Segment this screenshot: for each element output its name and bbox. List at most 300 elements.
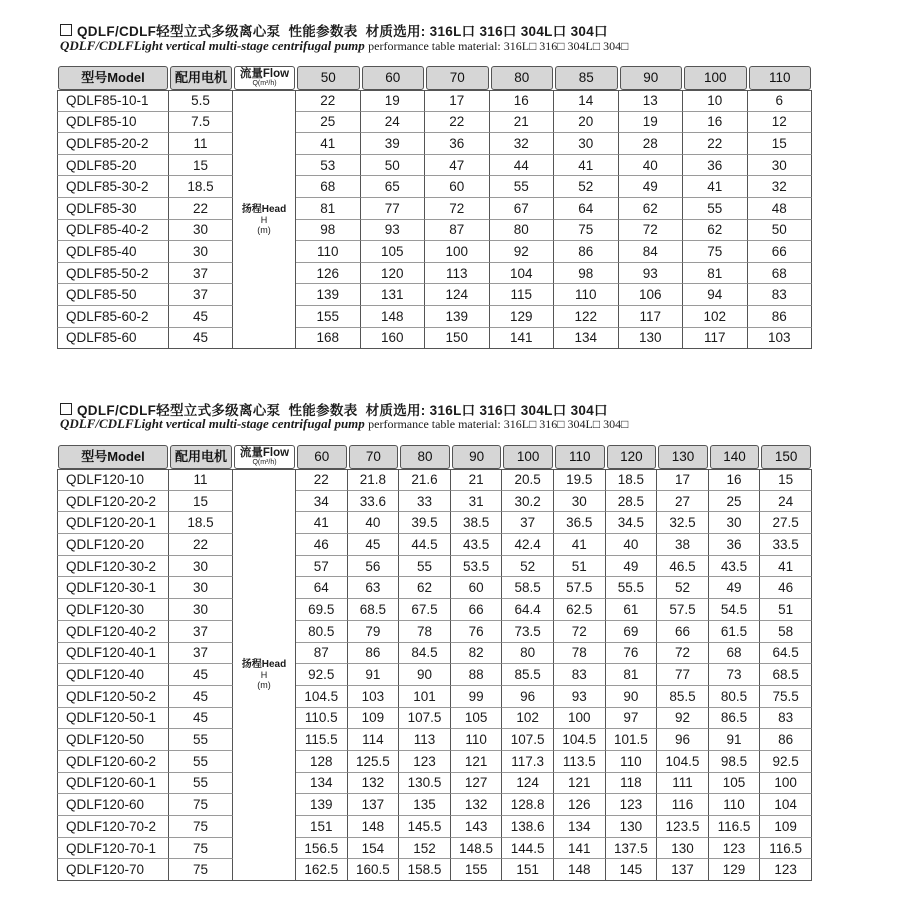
flow-value: 100	[684, 66, 747, 90]
model-cell: QDLF120-30	[57, 599, 169, 621]
head-value-cell: 69.5	[296, 599, 348, 621]
head-value-cell: 156.5	[296, 838, 348, 860]
motor-cell: 30	[169, 220, 233, 242]
header-model-label: 型号Model	[58, 445, 168, 469]
header-flow-unit: Q(m³/h)	[252, 80, 277, 87]
head-value-cell: 84	[619, 241, 684, 263]
table2-title-material: 材质选用: 316L口 316口 304L口 304口	[365, 403, 608, 418]
head-value-cell: 67	[490, 198, 555, 220]
head-value-cell: 27.5	[760, 512, 812, 534]
header-flow-value	[619, 66, 684, 90]
head-value-cell: 66	[451, 599, 503, 621]
model-cell: QDLF120-20-2	[57, 491, 169, 513]
head-value-cell: 126	[554, 794, 606, 816]
header-flow-value	[683, 66, 748, 90]
head-value-cell: 20.5	[502, 469, 554, 491]
model-cell: QDLF120-70-1	[57, 838, 169, 860]
head-value-cell: 102	[502, 708, 554, 730]
head-value-cell: 98.5	[709, 751, 761, 773]
flow-value: 110	[555, 445, 605, 469]
header-motor-label: 配用电机	[170, 445, 232, 469]
motor-cell: 30	[169, 241, 233, 263]
head-value-cell: 25	[296, 112, 361, 134]
head-value-cell: 126	[296, 263, 361, 285]
table-row	[57, 284, 812, 306]
head-value-cell: 46	[296, 534, 348, 556]
model-cell: QDLF85-60-2	[57, 306, 169, 328]
head-value-cell: 148	[554, 859, 606, 881]
head-value-cell: 113	[425, 263, 490, 285]
head-value-cell: 44	[490, 155, 555, 177]
head-value-cell: 168	[296, 328, 361, 350]
header-flow-value	[502, 445, 554, 469]
table-row	[57, 263, 812, 285]
head-value-cell: 22	[296, 469, 348, 491]
head-value-cell: 27	[657, 491, 709, 513]
head-value-cell: 93	[619, 263, 684, 285]
head-value-cell: 117.3	[502, 751, 554, 773]
head-value-cell: 90	[399, 664, 451, 686]
head-value-cell: 114	[348, 729, 400, 751]
head-value-cell: 122	[554, 306, 619, 328]
head-value-cell: 19	[361, 90, 426, 112]
head-label-cell	[233, 469, 296, 881]
flow-value: 110	[749, 66, 812, 90]
head-value-cell: 100	[425, 241, 490, 263]
performance-table-1	[57, 66, 812, 349]
head-value-cell: 33.6	[348, 491, 400, 513]
head-value-cell: 109	[760, 816, 812, 838]
head-value-cell: 131	[361, 284, 426, 306]
head-value-cell: 154	[348, 838, 400, 860]
header-flow-box	[234, 66, 295, 90]
head-value-cell: 47	[425, 155, 490, 177]
head-value-cell: 84.5	[399, 643, 451, 665]
header-flow-value	[296, 445, 348, 469]
table-row	[57, 664, 812, 686]
head-value-cell: 92	[490, 241, 555, 263]
head-value-cell: 13	[619, 90, 684, 112]
flow-value: 70	[426, 66, 489, 90]
head-value-cell: 64	[296, 577, 348, 599]
head-value-cell: 104	[490, 263, 555, 285]
head-value-cell: 148	[361, 306, 426, 328]
model-cell: QDLF85-30	[57, 198, 169, 220]
head-value-cell: 39	[361, 133, 426, 155]
model-cell: QDLF85-20	[57, 155, 169, 177]
motor-cell: 55	[169, 751, 233, 773]
head-value-cell: 110.5	[296, 708, 348, 730]
table2-title-cn: QDLF/CDLF轻型立式多级离心泵	[77, 403, 281, 418]
head-value-cell: 93	[361, 220, 426, 242]
head-value-cell: 134	[296, 773, 348, 795]
motor-cell: 30	[169, 577, 233, 599]
head-value-cell: 98	[554, 263, 619, 285]
motor-cell: 45	[169, 306, 233, 328]
head-value-cell: 22	[425, 112, 490, 134]
head-value-cell: 58	[760, 621, 812, 643]
model-cell: QDLF85-40-2	[57, 220, 169, 242]
head-value-cell: 160.5	[348, 859, 400, 881]
head-value-cell: 41	[554, 534, 606, 556]
head-value-cell: 87	[425, 220, 490, 242]
head-value-cell: 93	[554, 686, 606, 708]
model-cell: QDLF120-40-2	[57, 621, 169, 643]
head-value-cell: 40	[348, 512, 400, 534]
flow-value: 90	[620, 66, 683, 90]
head-value-cell: 124	[502, 773, 554, 795]
head-value-cell: 117	[619, 306, 684, 328]
head-value-cell: 81	[683, 263, 748, 285]
head-value-cell: 101	[399, 686, 451, 708]
header-flow-value	[554, 66, 619, 90]
table-row	[57, 112, 812, 134]
flow-value: 100	[503, 445, 553, 469]
head-value-cell: 158.5	[399, 859, 451, 881]
table-row	[57, 599, 812, 621]
head-value-cell: 41	[296, 133, 361, 155]
head-value-cell: 46.5	[657, 556, 709, 578]
head-value-cell: 36	[683, 155, 748, 177]
head-value-cell: 55	[490, 176, 555, 198]
header-flow-value	[554, 445, 606, 469]
model-cell: QDLF120-10	[57, 469, 169, 491]
motor-cell: 75	[169, 816, 233, 838]
head-value-cell: 54.5	[709, 599, 761, 621]
head-label: 扬程Head	[241, 659, 287, 671]
head-value-cell: 123	[760, 859, 812, 881]
motor-cell: 55	[169, 729, 233, 751]
head-value-cell: 53	[296, 155, 361, 177]
table-row	[57, 708, 812, 730]
head-value-cell: 55	[683, 198, 748, 220]
head-value-cell: 60	[451, 577, 503, 599]
model-cell: QDLF120-50	[57, 729, 169, 751]
head-value-cell: 28.5	[606, 491, 658, 513]
head-value-cell: 72	[619, 220, 684, 242]
head-value-cell: 107.5	[399, 708, 451, 730]
head-value-cell: 139	[425, 306, 490, 328]
table-row	[57, 155, 812, 177]
head-value-cell: 123.5	[657, 816, 709, 838]
table-row	[57, 133, 812, 155]
head-unit: (m)	[257, 224, 271, 235]
head-value-cell: 62	[619, 198, 684, 220]
motor-cell: 37	[169, 621, 233, 643]
head-value-cell: 130	[606, 816, 658, 838]
head-value-cell: 15	[748, 133, 813, 155]
table1-title-cn: QDLF/CDLF轻型立式多级离心泵	[77, 24, 281, 39]
head-value-cell: 86.5	[709, 708, 761, 730]
head-value-cell: 57.5	[554, 577, 606, 599]
head-value-cell: 51	[760, 599, 812, 621]
head-value-cell: 110	[606, 751, 658, 773]
table-row	[57, 838, 812, 860]
head-value-cell: 104.5	[296, 686, 348, 708]
head-value-cell: 139	[296, 284, 361, 306]
head-value-cell: 68	[748, 263, 813, 285]
flow-value: 60	[362, 66, 425, 90]
head-value-cell: 116.5	[709, 816, 761, 838]
head-value-cell: 19	[619, 112, 684, 134]
head-value-cell: 49	[709, 577, 761, 599]
header-flow-value	[348, 445, 400, 469]
head-value-cell: 83	[554, 664, 606, 686]
head-value-cell: 81	[606, 664, 658, 686]
head-value-cell: 78	[399, 621, 451, 643]
header-model	[57, 445, 169, 469]
model-cell: QDLF85-10-1	[57, 90, 169, 112]
head-value-cell: 45	[348, 534, 400, 556]
head-value-cell: 38.5	[451, 512, 503, 534]
table-row	[57, 306, 812, 328]
head-value-cell: 80.5	[296, 621, 348, 643]
head-value-cell: 141	[490, 328, 555, 350]
head-value-cell: 130.5	[399, 773, 451, 795]
header-flow-value	[490, 66, 555, 90]
head-value-cell: 36	[425, 133, 490, 155]
head-value-cell: 50	[361, 155, 426, 177]
head-value-cell: 125.5	[348, 751, 400, 773]
head-value-cell: 67.5	[399, 599, 451, 621]
head-value-cell: 56	[348, 556, 400, 578]
head-value-cell: 16	[709, 469, 761, 491]
head-value-cell: 36	[709, 534, 761, 556]
table-row	[57, 556, 812, 578]
head-value-cell: 25	[709, 491, 761, 513]
table-row	[57, 176, 812, 198]
model-cell: QDLF120-40	[57, 664, 169, 686]
head-value-cell: 129	[490, 306, 555, 328]
head-value-cell: 21	[451, 469, 503, 491]
head-value-cell: 115	[490, 284, 555, 306]
head-value-cell: 92.5	[760, 751, 812, 773]
header-flow	[233, 445, 296, 469]
head-value-cell: 17	[425, 90, 490, 112]
head-value-cell: 141	[554, 838, 606, 860]
head-value-cell: 57.5	[657, 599, 709, 621]
head-value-cell: 129	[709, 859, 761, 881]
header-flow-value	[606, 445, 658, 469]
head-unit: (m)	[257, 680, 271, 691]
head-value-cell: 32	[490, 133, 555, 155]
head-value-cell: 138.6	[502, 816, 554, 838]
head-value-cell: 134	[554, 816, 606, 838]
head-value-cell: 104.5	[554, 729, 606, 751]
head-value-cell: 33.5	[760, 534, 812, 556]
header-flow-unit: Q(m³/h)	[252, 459, 277, 466]
head-value-cell: 135	[399, 794, 451, 816]
head-value-cell: 152	[399, 838, 451, 860]
model-cell: QDLF120-60	[57, 794, 169, 816]
header-flow-value	[760, 445, 812, 469]
head-value-cell: 117	[683, 328, 748, 350]
header-flow-value	[425, 66, 490, 90]
head-value-cell: 105	[451, 708, 503, 730]
model-cell: QDLF85-50	[57, 284, 169, 306]
head-value-cell: 105	[361, 241, 426, 263]
head-value-cell: 145	[606, 859, 658, 881]
motor-cell: 75	[169, 794, 233, 816]
table1-title	[60, 20, 608, 40]
head-value-cell: 90	[606, 686, 658, 708]
model-cell: QDLF120-20	[57, 534, 169, 556]
table-row	[57, 686, 812, 708]
checkbox-icon	[60, 24, 72, 36]
head-value-cell: 132	[348, 773, 400, 795]
head-value-cell: 41	[296, 512, 348, 534]
table-row	[57, 643, 812, 665]
head-value-cell: 155	[296, 306, 361, 328]
head-value-cell: 87	[296, 643, 348, 665]
header-flow-box	[234, 445, 295, 469]
motor-cell: 75	[169, 838, 233, 860]
head-value-cell: 78	[554, 643, 606, 665]
head-value-cell: 73	[709, 664, 761, 686]
head-value-cell: 110	[451, 729, 503, 751]
head-value-cell: 99	[451, 686, 503, 708]
head-value-cell: 130	[619, 328, 684, 350]
header-flow-value	[296, 66, 361, 90]
head-value-cell: 6	[748, 90, 813, 112]
head-value-cell: 76	[451, 621, 503, 643]
head-value-cell: 30	[748, 155, 813, 177]
model-cell: QDLF120-60-1	[57, 773, 169, 795]
head-value-cell: 24	[760, 491, 812, 513]
flow-value: 50	[297, 66, 360, 90]
head-value-cell: 121	[451, 751, 503, 773]
flow-value: 80	[491, 66, 554, 90]
head-value-cell: 21.8	[348, 469, 400, 491]
head-value-cell: 128	[296, 751, 348, 773]
table-row	[57, 621, 812, 643]
model-cell: QDLF85-60	[57, 328, 169, 350]
head-value-cell: 73.5	[502, 621, 554, 643]
motor-cell: 30	[169, 599, 233, 621]
model-cell: QDLF120-50-1	[57, 708, 169, 730]
head-value-cell: 137	[348, 794, 400, 816]
head-value-cell: 96	[657, 729, 709, 751]
head-value-cell: 38	[657, 534, 709, 556]
head-value-cell: 132	[451, 794, 503, 816]
head-value-cell: 82	[451, 643, 503, 665]
head-value-cell: 50	[748, 220, 813, 242]
head-value-cell: 124	[425, 284, 490, 306]
head-value-cell: 36.5	[554, 512, 606, 534]
flow-value: 70	[349, 445, 399, 469]
flow-value: 60	[297, 445, 347, 469]
head-value-cell: 110	[296, 241, 361, 263]
header-model-label: 型号Model	[58, 66, 168, 90]
head-symbol: H	[260, 670, 268, 681]
head-value-cell: 57	[296, 556, 348, 578]
head-value-cell: 32.5	[657, 512, 709, 534]
head-value-cell: 83	[760, 708, 812, 730]
motor-cell: 22	[169, 198, 233, 220]
head-value-cell: 52	[502, 556, 554, 578]
head-value-cell: 104	[760, 794, 812, 816]
head-value-cell: 24	[361, 112, 426, 134]
head-value-cell: 72	[425, 198, 490, 220]
head-value-cell: 92	[657, 708, 709, 730]
motor-cell: 11	[169, 133, 233, 155]
head-value-cell: 12	[748, 112, 813, 134]
header-model	[57, 66, 169, 90]
table1-title-en-plain: performance table material: 316L□ 316□ 304L□ 304□	[368, 39, 629, 53]
table-row	[57, 773, 812, 795]
table-row	[57, 534, 812, 556]
model-cell: QDLF120-70-2	[57, 816, 169, 838]
head-value-cell: 62.5	[554, 599, 606, 621]
head-value-cell: 63	[348, 577, 400, 599]
flow-value: 140	[710, 445, 760, 469]
head-value-cell: 97	[606, 708, 658, 730]
head-value-cell: 110	[554, 284, 619, 306]
head-value-cell: 123	[606, 794, 658, 816]
head-value-cell: 85.5	[657, 686, 709, 708]
performance-table-2	[57, 445, 812, 881]
motor-cell: 18.5	[169, 176, 233, 198]
motor-cell: 37	[169, 284, 233, 306]
table1-subtitle	[60, 38, 628, 54]
header-flow	[233, 66, 296, 90]
table2-title-en: QDLF/CDLFLight vertical multi-stage centrifugal pump	[60, 416, 365, 431]
head-value-cell: 118	[606, 773, 658, 795]
head-value-cell: 72	[554, 621, 606, 643]
motor-cell: 22	[169, 534, 233, 556]
head-value-cell: 86	[748, 306, 813, 328]
head-value-cell: 100	[554, 708, 606, 730]
head-label-cell	[233, 90, 296, 349]
head-value-cell: 40	[619, 155, 684, 177]
head-value-cell: 123	[399, 751, 451, 773]
head-value-cell: 76	[606, 643, 658, 665]
head-value-cell: 86	[760, 729, 812, 751]
table-row	[57, 469, 812, 491]
head-value-cell: 68.5	[348, 599, 400, 621]
head-label: 扬程Head	[241, 203, 287, 215]
head-value-cell: 34	[296, 491, 348, 513]
head-value-cell: 77	[657, 664, 709, 686]
table-row	[57, 328, 812, 350]
head-value-cell: 69	[606, 621, 658, 643]
head-value-cell: 104.5	[657, 751, 709, 773]
head-value-cell: 21.6	[399, 469, 451, 491]
head-value-cell: 85.5	[502, 664, 554, 686]
table-row	[57, 859, 812, 881]
head-value-cell: 143	[451, 816, 503, 838]
head-value-cell: 49	[619, 176, 684, 198]
head-value-cell: 52	[554, 176, 619, 198]
flow-value: 85	[555, 66, 618, 90]
head-value-cell: 101.5	[606, 729, 658, 751]
head-value-cell: 61.5	[709, 621, 761, 643]
head-value-cell: 40	[606, 534, 658, 556]
head-value-cell: 80.5	[709, 686, 761, 708]
model-cell: QDLF120-20-1	[57, 512, 169, 534]
head-value-cell: 160	[361, 328, 426, 350]
model-cell: QDLF85-50-2	[57, 263, 169, 285]
head-value-cell: 53.5	[451, 556, 503, 578]
head-value-cell: 30	[554, 133, 619, 155]
head-value-cell: 75	[554, 220, 619, 242]
head-value-cell: 80	[502, 643, 554, 665]
head-value-cell: 66	[748, 241, 813, 263]
checkbox-icon	[60, 403, 72, 415]
head-symbol: H	[260, 214, 268, 225]
header-flow-value	[451, 445, 503, 469]
motor-cell: 45	[169, 328, 233, 350]
